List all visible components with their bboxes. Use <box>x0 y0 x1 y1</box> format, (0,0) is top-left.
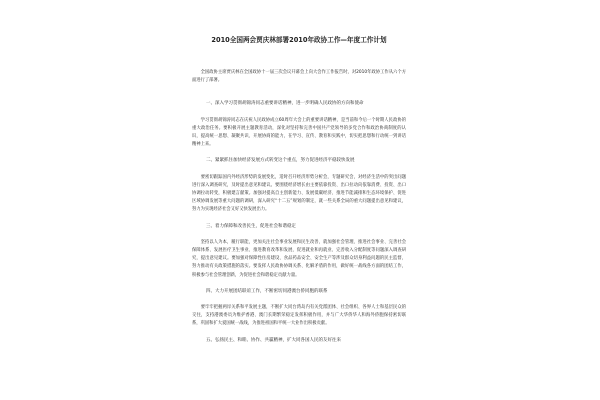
section-heading-2: 二、紧紧抓住加快经济发展方式转变这个重点，努力促进经济平稳较快发展 <box>206 158 355 164</box>
document-page <box>192 30 406 400</box>
section-heading-1: 一、深入学习贯彻胡锦涛同志重要讲话精神，进一步明确人民政协的方向和使命 <box>206 101 364 107</box>
section-body-3: 坚持以人为本，履行职能，更加关注社会事业发展和民生改善，就加强社会管理、推进社会事业、完善社会保障体系、发展医疗卫生事业、推进教育改革和发展、促进就业和再就业、完善收入分配制度等问题深入调查研究，提出意见建议。要加强对保障性住房建设、食品药品安全、安全生产等涉及群众切身利益问题的民主监督，努力推动有关政策措施的落实。要发挥人民政协协调关系、化解矛盾的作用，做好统一战线各方面的团结工作，积极参与社会管理创新，为促进社会和谐稳定贡献力量。 <box>192 239 406 278</box>
section-heading-3: 三、着力保障和改善民生，促进社会和谐稳定 <box>206 223 296 229</box>
section-body-4: 要牢牢把握两岸关系和平发展主题，不断扩大同台湾岛内有关党派团体、社会组织、各界人士和基层民众的交往，支持港澳委员为维护香港、澳门长期繁荣稳定发挥积极作用，并与广大华侨华人和海外侨胞保持密切联系，巩固和扩大爱国统一战线，为推进祖国和平统一大业作出积极贡献。 <box>192 305 406 327</box>
section-heading-5: 五、弘扬民主、和睦、协作、共赢精神，扩大同各国人民的友好往来 <box>206 337 341 343</box>
section-heading-4: 四、大力开展团结联谊工作，不断密切同港澳台侨同胞的联系 <box>206 288 328 294</box>
document-title: 2010全国两会贾庆林部署2010年政协工作—年度工作计划 <box>211 36 387 44</box>
section-body-2: 要密切跟踪国内外经济形势的发展变化，适时召开经济形势分析会，专题研究会，对经济生活中的突出问题进行深入调查研究，及时提出意见和建议。要围绕经济增长由主要依靠投资、出口拉动向依靠消费、投资、出口协调拉动转变，积极建言献策。加强对提高自主创新能力、发展低碳经济、推进节能减排和生态环境保护、促进区域协调发展等重大问题的调研，深入研究“十二五”规划的制定，就一些关系全局的重大问题提出意见和建议，努力为实现经济社会又好又快发展出力。 <box>192 174 406 213</box>
intro-paragraph: 全国政协主席贾庆林在全国政协十一届三次会议开幕会上向大会作工作报告时，对2010年政协工作从六个方面进行了部署。 <box>192 70 406 84</box>
section-body-1: 学习贯彻胡锦涛同志在庆祝人民政协成立60周年大会上的重要讲话精神，是当前和今后一个时期人民政协的重大政治任务。要积极开展主题教育活动，深化对坚持和完善中国共产党领导的多党合作和政治协商制度的认识，提高统一思想、凝聚共识、开展协商的能力，在学习、宣传、教育和实践中，切实把思想和行动统一到讲话精神上来。 <box>192 117 406 148</box>
